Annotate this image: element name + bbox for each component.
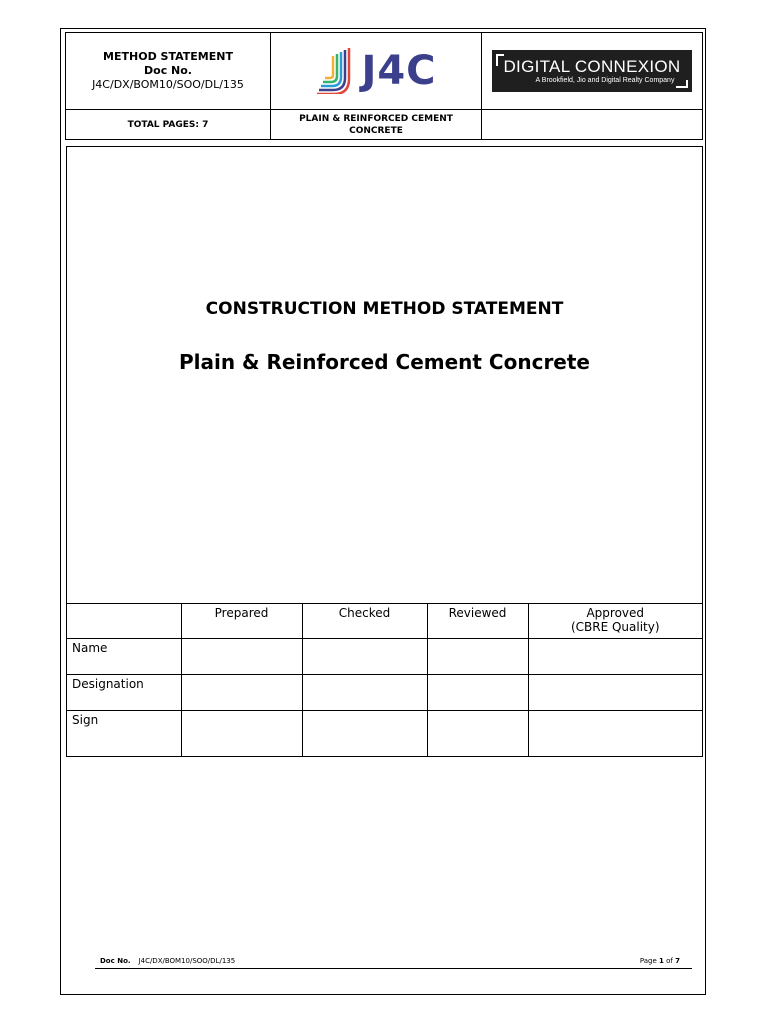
table-row (67, 639, 702, 675)
j4c-logo (315, 48, 436, 94)
row-label-name: Name (67, 639, 181, 675)
cover-content (66, 146, 703, 757)
approved-sub-label: (CBRE Quality) (570, 620, 660, 634)
column-approved (528, 604, 702, 639)
footer-doc-number: J4C/DX/BOM10/SOO/DL/135 (138, 957, 236, 965)
j4c-logo-text: J4C (361, 48, 437, 94)
signoff-table (67, 603, 702, 757)
digital-connexion-logo (492, 50, 692, 92)
empty-header-cell (482, 110, 702, 139)
doc-info-cell (66, 33, 271, 110)
page-footer (95, 956, 692, 969)
signoff-cell (427, 711, 528, 758)
total-pages: TOTAL PAGES: 7 (66, 110, 271, 139)
footer-doc-no-label: Doc No. (100, 957, 131, 965)
page-of: of (666, 957, 673, 965)
signoff-cell (528, 711, 702, 758)
digital-connexion-logo-cell (482, 33, 702, 110)
column-reviewed: Reviewed (427, 604, 528, 639)
signoff-cell (302, 711, 427, 758)
signoff-header-row (67, 604, 702, 639)
footer-page-number (640, 957, 680, 965)
dc-logo-title: DIGITAL CONNEXION (503, 56, 681, 76)
column-prepared: Prepared (181, 604, 302, 639)
signoff-cell (528, 639, 702, 675)
cover-subtitle: Plain & Reinforced Cement Concrete (178, 350, 590, 374)
signoff-cell (427, 639, 528, 675)
signoff-cell (302, 675, 427, 711)
doc-type: METHOD STATEMENT (103, 50, 233, 63)
signoff-cell (181, 711, 302, 758)
logo-corner-icon (496, 54, 504, 66)
logo-corner-icon (676, 80, 688, 88)
document-header (65, 32, 703, 140)
column-checked: Checked (302, 604, 427, 639)
doc-number: J4C/DX/BOM10/SOO/DL/135 (92, 78, 244, 91)
j4c-logo-cell (271, 33, 482, 110)
signoff-cell (427, 675, 528, 711)
signoff-cell (181, 675, 302, 711)
signoff-corner-cell (67, 604, 181, 639)
table-row (67, 711, 702, 758)
dc-logo-subtitle: A Brookfield, Jio and Digital Realty Company (535, 76, 675, 84)
signoff-cell (181, 639, 302, 675)
signoff-cell (528, 675, 702, 711)
page-total: 7 (675, 957, 680, 965)
document-subject: PLAIN & REINFORCED CEMENT CONCRETE (271, 110, 482, 139)
signoff-cell (302, 639, 427, 675)
doc-no-label: Doc No. (144, 64, 192, 77)
j4c-stripes-icon (315, 48, 355, 94)
cover-title: CONSTRUCTION METHOD STATEMENT (205, 299, 564, 319)
page-current: 1 (659, 957, 664, 965)
row-label-designation: Designation (67, 675, 181, 711)
page-label: Page (639, 957, 657, 965)
row-label-sign: Sign (67, 711, 181, 758)
approved-label: Approved (586, 606, 645, 620)
table-row (67, 675, 702, 711)
footer-doc-no (100, 957, 235, 965)
